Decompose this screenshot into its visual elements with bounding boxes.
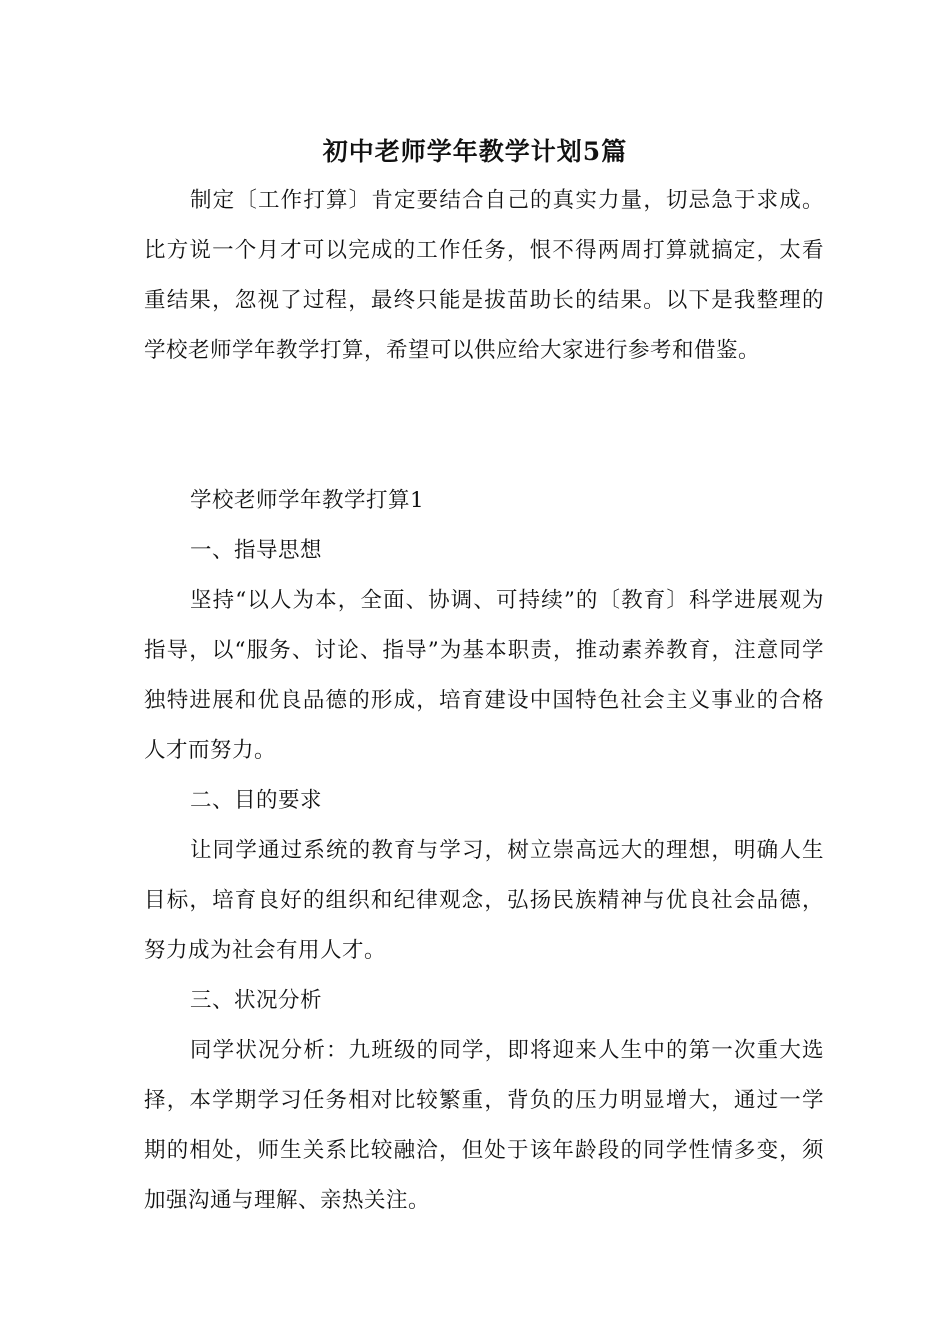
section-text-guiding-thought: 坚持“以人为本，全面、协调、可持续”的〔教育〕科学进展观为指导，以“服务、讨论、指导”为基本职责，推动素养教育，注意同学独特进展和优良品德的形成，培育建设中国特色社会主义事业的合格人才而努力。 [144, 588, 824, 763]
section-text-goals: 让同学通过系统的教育与学习，树立崇高远大的理想，明确人生目标，培育良好的组织和纪律观念，弘扬民族精神与优良社会品德，努力成为社会有用人才。 [144, 838, 824, 963]
section-heading-situation: 三、状况分析 [190, 988, 323, 1013]
plan-title: 学校老师学年教学打算1 [190, 488, 425, 513]
intro-paragraph: 制定〔工作打算〕肯定要结合自己的真实力量，切忌急于求成。比方说一个月才可以完成的工作任务，恨不得两周打算就搞定，太看重结果，忽视了过程，最终只能是拔苗助长的结果。以下是我整理的学校老师学年教学打算，希望可以供应给大家进行参考和借鉴。 [144, 188, 824, 363]
section-text-situation: 同学状况分析：九班级的同学，即将迎来人生中的第一次重大选择，本学期学习任务相对比较繁重，背负的压力明显增大，通过一学期的相处，师生关系比较融洽，但处于该年龄段的同学性情多变，须加强沟通与理解、亲热关注。 [144, 1038, 824, 1213]
section-heading-goals: 二、目的要求 [190, 788, 323, 813]
document-title: 初中老师学年教学计划5篇 [322, 137, 628, 166]
section-heading-guiding-thought: 一、指导思想 [190, 538, 323, 563]
